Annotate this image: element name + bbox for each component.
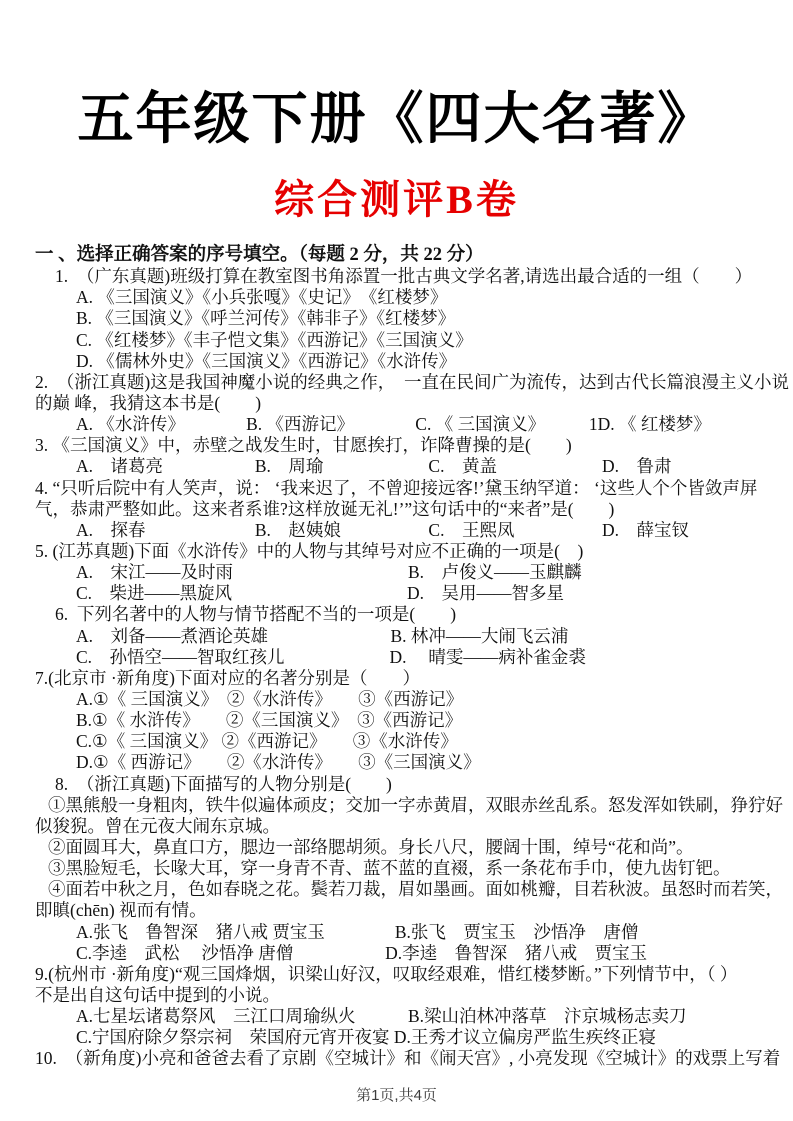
page-number: 第1页,共4页 [356,1087,437,1104]
line-q1-opt-d: D. 《儒林外史》《三国演义》《西游记》《水浒传》 [76,350,457,371]
line-q2-stem-1: 2. （浙江真题)这是我国神魔小说的经典之作， 一直在民间广为流传，达到古代长篇浪漫主义小说 [35,371,789,392]
line-q4-stem-1: 4. “只听后院中有人笑声，说： ‘我来迟了，不曾迎接远客!’黛玉纳罕道： ‘这些人个个皆敛声屏 [35,477,758,498]
line-q5-opt-cd: C. 柴进——黑旋风 D. 吴用——智多星 [76,583,565,604]
line-q6-opt-cd: C. 孙悟空——智取红孩儿 D. 晴雯——病补雀金裘 [76,646,586,667]
page-title: 五年级下册《四大名著》 [77,89,716,151]
line-q2-options: A. 《水浒传》 B. 《西游记》 C. 《 三国演义》 1D. 《 红楼梦》 [76,414,711,435]
line-q9-opt-cd: C.宁国府除夕祭宗祠 荣国府元宵开夜宴 D.王秀才议立偏房严监生疾终正寝 [76,1027,656,1048]
section-heading: 一 、选择正确答案的序号填空。（每题 2 分，共 22 分） [35,245,484,265]
line-q9-opt-ab: A.七星坛诸葛祭风 三江口周瑜纵火 B.梁山泊林冲落草 汴京城杨志卖刀 [76,1006,687,1027]
line-q3-options: A. 诸葛亮 B. 周瑜 C. 黄盖 D. 鲁肃 [76,456,672,477]
line-q9-stem-1: 9.(杭州市 ·新角度)“观三国烽烟，识梁山好汉，叹取经艰难，惜红楼梦断。”下列情节中，（ ） [35,963,738,984]
line-q1-opt-a: A. 《三国演义》《小兵张嘎》《史记》 《红楼梦》 [76,287,448,308]
line-q8-desc-1a: ①黑熊般一身粗肉，铁牛似遍体顽皮；交加一字赤黄眉，双眼赤丝乱系。怒发浑如铁刷，狰狞好 [48,794,783,815]
line-q1-stem: 1. （广东真题)班级打算在教室图书角添置一批古典文学名著,请选出最合适的一组（ ） [55,266,753,287]
line-q8-desc-1b: 似狻猊。曾在元夜大闹东京城。 [35,815,280,836]
line-q9-stem-2: 不是出自这句话中提到的小说。 [35,984,280,1005]
line-q8-desc-2: ②面圆耳大，鼻直口方，腮边一部络腮胡须。身长八尺，腰阔十围，绰号“花和尚”。 [48,836,694,857]
line-q8-opt-ab: A.张飞 鲁智深 猪八戒 贾宝玉 B.张飞 贾宝玉 沙悟净 唐僧 [76,921,639,942]
page-subtitle: 综合测评B卷 [274,177,519,222]
line-q6-opt-ab: A. 刘备——煮酒论英雄 B. 林冲——大闹飞云浦 [76,625,569,646]
line-q5-opt-ab: A. 宋江——及时雨 B. 卢俊义——玉麒麟 [76,562,582,583]
line-q8-stem: 8. （浙江真题)下面描写的人物分别是( ) [55,773,392,794]
line-q8-opt-cd: C.李逵 武松 沙悟净 唐僧 D.李逵 鲁智深 猪八戒 贾宝玉 [76,942,648,963]
line-q3-stem: 3. 《三国演义》中，赤壁之战发生时，甘愿挨打，诈降曹操的是( ) [35,435,572,456]
line-q10-stem: 10. （新角度)小亮和爸爸去看了京剧《空城计》和《闹天宫》, 小亮发现《空城计》的戏票上写着 [35,1048,781,1069]
line-q7-opt-c: C.①《 三国演义》 ②《西游记》 ③《水浒传》 [76,731,458,752]
line-q7-opt-a: A.①《 三国演义》 ②《水浒传》 ③《西游记》 [76,688,464,709]
line-q4-stem-2: 气，恭肃严整如此。这来者系谁?这样放诞无礼!’”这句话中的“来者”是( ) [35,498,615,519]
line-q7-stem: 7.(北京市 ·新角度)下面对应的名著分别是（ ） [35,667,420,688]
question-section [0,245,793,1069]
line-q5-stem: 5. (江苏真题)下面《水浒传》中的人物与其绰号对应不正确的一项是( ) [35,540,584,561]
line-q7-opt-b: B.①《 水浒传》 ②《三国演义》 ③《西游记》 [76,710,463,731]
line-q1-opt-c: C. 《红楼梦》《丰子恺文集》《西游记》《三国演义》 [76,329,473,350]
line-q7-opt-d: D.①《 西游记》 ②《水浒传》 ③《三国演义》 [76,752,481,773]
line-q8-desc-4a: ④面若中秋之月，色如春晓之花。鬓若刀裁，眉如墨画。面如桃瓣，目若秋波。虽怒时而若笑， [48,879,783,900]
line-q4-options: A. 探春 B. 赵姨娘 C. 王熙凤 D. 薛宝钗 [76,519,689,540]
line-q8-desc-3: ③黑脸短毛，长喙大耳，穿一身青不青、蓝不蓝的直裰，系一条花布手巾，使九齿钉钯。 [48,858,731,879]
line-q6-stem: 6. 下列名著中的人物与情节搭配不当的一项是( ) [55,604,457,625]
line-q2-stem-2: 的巅 峰，我猜这本书是( ) [35,392,262,413]
line-q8-desc-4b: 即瞋(chēn) 视而有情。 [35,900,207,921]
line-q1-opt-b: B. 《三国演义》《呼兰河传》《韩非子》《红楼梦》 [76,308,456,329]
